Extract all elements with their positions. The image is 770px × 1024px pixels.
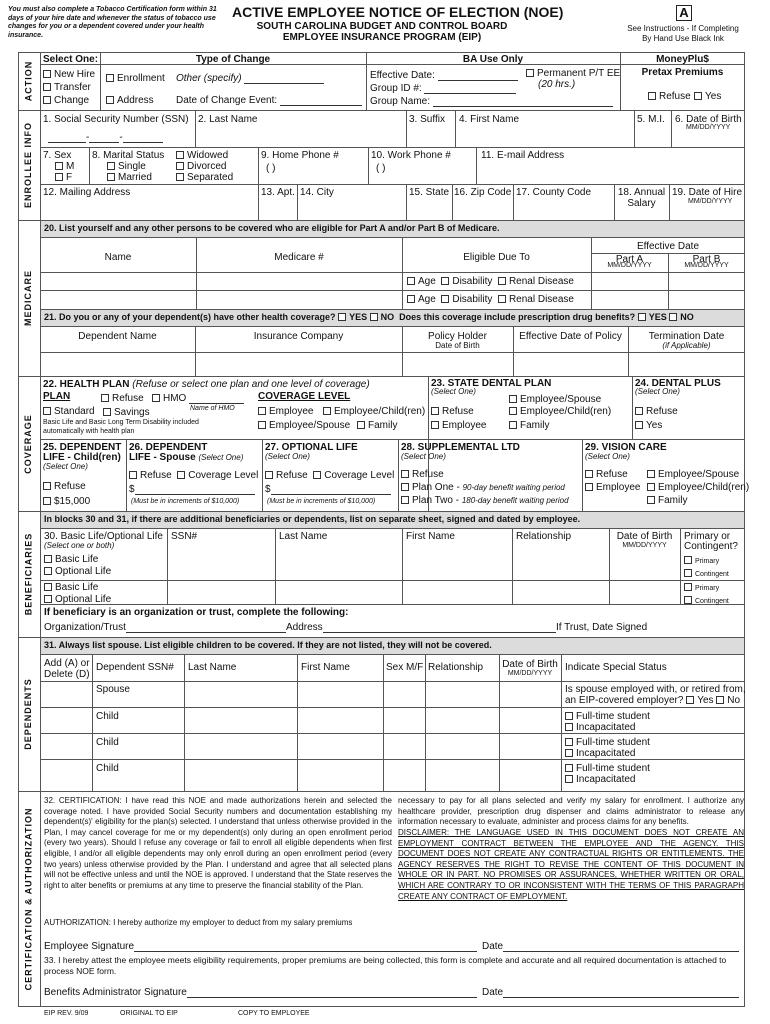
trust-date-signed-field[interactable]: If Trust, Date Signed — [556, 622, 648, 633]
optional-life-options[interactable]: Refuse Coverage Level — [265, 470, 394, 481]
policy-holder-dob: Date of Birth — [435, 341, 480, 350]
child-2-incapacitated-checkbox[interactable]: Incapacitated — [565, 748, 636, 759]
email-label: 11. E-mail Address — [481, 150, 565, 161]
vision-employee-checkbox[interactable]: Employee — [585, 482, 640, 493]
medicare-row-1-options[interactable]: Age Disability Renal Disease — [407, 276, 574, 287]
if-applicable-note: (if Applicable) — [662, 341, 711, 350]
special-status-header: Indicate Special Status — [565, 662, 667, 673]
single-checkbox[interactable]: Single — [107, 161, 146, 172]
organization-trust-field[interactable]: Organization/Trust — [44, 622, 286, 633]
basic-optional-life-label: 30. Basic Life/Optional Life — [44, 531, 163, 542]
work-phone-field[interactable]: ( ) — [376, 163, 386, 174]
dental-refuse-checkbox[interactable]: Refuse — [431, 406, 474, 417]
child-life-select-note: (Select One) — [43, 462, 88, 471]
widowed-checkbox[interactable]: Widowed — [176, 150, 228, 161]
ba-signature-field[interactable]: Benefits Administrator Signature — [44, 987, 477, 998]
health-plan-label: 22. HEALTH PLAN (Refuse or select one plan and one level of coverage) — [43, 379, 370, 390]
dob-format: MM/DD/YYYY — [686, 124, 731, 131]
child-row-1-label: Child — [96, 711, 119, 722]
side-label-beneficiaries: BENEFICIARIES — [23, 532, 34, 616]
spouse-life-amount-field[interactable]: $ — [129, 484, 255, 495]
benef-1-optional-life-checkbox[interactable]: Optional Life — [44, 566, 111, 577]
authorization-continued-text: necessary to pay for all plans selected and verify my salary for enrollment. I authorize any healthcare provider, prescription drug dispenser and claims administrator to release any information necessary to evaluate, administer and process claims for any benefits. — [398, 796, 744, 827]
form-subtitle-2: EMPLOYEE INSURANCE PROGRAM (EIP) — [282, 32, 482, 43]
benef-2-optional-life-checkbox[interactable]: Optional Life — [44, 594, 111, 605]
benef-dob-format: MM/DD/YYYY — [622, 542, 667, 549]
child-2-student-checkbox[interactable]: Full-time student — [565, 737, 650, 748]
ltd-select-note: (Select One) — [401, 452, 446, 461]
instructions-2: By Hand Use Black Ink — [642, 34, 724, 43]
medicare-question-21[interactable]: 21. Do you or any of your dependent(s) have other health coverage? YES NO Does this coverage include prescription drug benefits? YES NO — [44, 312, 694, 322]
form-subtitle-1: SOUTH CAROLINA BUDGET AND CONTROL BOARD — [256, 21, 508, 32]
spouse-life-options[interactable]: Refuse Coverage Level — [129, 470, 258, 481]
pretax-yes-checkbox[interactable]: Yes — [694, 91, 721, 102]
dental-employee-children-checkbox[interactable]: Employee/Child(ren) — [509, 406, 611, 417]
benef-relationship-header: Relationship — [516, 531, 572, 542]
child-row-3-label: Child — [96, 763, 119, 774]
dob-label: 6. Date of Birth — [675, 114, 742, 125]
ltd-plan-two-checkbox[interactable]: Plan Two - 180-day benefit waiting period — [401, 495, 569, 506]
dependent-last-name-header: Last Name — [188, 662, 237, 673]
marital-status-label: 8. Marital Status — [92, 150, 165, 161]
health-employee-spouse-checkbox[interactable]: Employee/Spouse — [258, 420, 350, 431]
dependent-life-spouse-label-1: 26. DEPENDENT — [129, 442, 208, 453]
benef-2-contingent-checkbox[interactable]: Contingent — [684, 596, 729, 606]
optional-life-label: 27. OPTIONAL LIFE — [265, 442, 358, 453]
child-3-incapacitated-checkbox[interactable]: Incapacitated — [565, 774, 636, 785]
type-of-change-label: Type of Change — [195, 54, 271, 65]
footer-revision: EIP REV. 9/09 — [44, 1010, 89, 1017]
vision-family-checkbox[interactable]: Family — [647, 495, 687, 506]
sex-f-checkbox[interactable]: F — [55, 172, 72, 183]
tobacco-note: You must also complete a Tobacco Certification form within 31 days of your hire date and whenever the status of tobacco use changes for you or a dependent covered under your health insurance. — [8, 6, 217, 39]
side-label-coverage: COVERAGE — [23, 413, 34, 474]
health-employee-children-checkbox[interactable]: Employee/Child(ren) — [323, 406, 425, 417]
married-checkbox[interactable]: Married — [107, 172, 152, 183]
state-dental-select-note: (Select One) — [431, 387, 476, 396]
plan-label: PLAN — [43, 391, 71, 402]
supplemental-ltd-label: 28. SUPPLEMENTAL LTD — [401, 442, 520, 453]
city-label: 14. City — [300, 187, 334, 198]
medicare-number-header: Medicare # — [274, 252, 324, 263]
vision-employee-children-checkbox[interactable]: Employee/Child(ren) — [647, 482, 749, 493]
pretax-refuse-checkbox[interactable]: Refuse — [648, 91, 691, 102]
contingent-header: Contingent? — [684, 541, 738, 552]
group-name-field[interactable]: Group Name: — [370, 96, 613, 107]
spouse-life-increment-note: (Must be in increments of $10,000) — [131, 498, 240, 505]
delete-header: Delete (D) — [44, 669, 90, 680]
certification-text: 32. CERTIFICATION: I have read this NOE and made authorizations herein and selected the coverage noted. I have provided Social Security numbers and documentation establishing my dependent(s)' eligibility for the plan(s) selected. I understand that unless otherwise provided in the Plan, I may cancel coverage for me or my dependent(s) only during an open enrollment period (every two years). Should I refuse any coverage or fail to enroll all eligible dependents when first eligible, I and/or all eligible dependents may only enroll during an open enrollment period (every two years) unless otherwise provided by the Plan. I understand and agree that all selected plans will not be effective unless and until the NOE is approved. I understand that the State reserves the right to alter benefits or premiums at any time to preserve the financial stability of the Plan. — [44, 796, 392, 890]
last-name-label: 2. Last Name — [198, 114, 258, 125]
side-label-enrollee-info: ENROLLEE INFO — [23, 121, 34, 208]
basic-life-note-1: Basic Life and Basic Long Term Disability included — [43, 419, 199, 426]
instructions-1: See Instructions - If Completing — [627, 24, 739, 33]
county-code-label: 17. County Code — [516, 187, 592, 198]
savings-checkbox[interactable]: Savings — [103, 407, 150, 418]
sex-m-checkbox[interactable]: M — [55, 161, 74, 172]
form-letter-box: A — [676, 5, 692, 21]
child-row-2-label: Child — [96, 737, 119, 748]
optional-life-increment-note: (Must be in increments of $10,000) — [267, 498, 376, 505]
enrollment-checkbox[interactable]: Enrollment — [106, 73, 165, 84]
dental-plus-refuse-checkbox[interactable]: Refuse — [635, 406, 678, 417]
dental-family-checkbox[interactable]: Family — [509, 420, 549, 431]
dependent-first-name-header: First Name — [301, 662, 350, 673]
moneyplus-label: MoneyPlu$ — [656, 54, 709, 65]
termination-date-header: Termination Date — [648, 331, 725, 342]
child-life-refuse-checkbox[interactable]: Refuse — [43, 481, 86, 492]
date-of-hire-label: 19. Date of Hire — [672, 187, 743, 198]
state-dental-label: 23. STATE DENTAL PLAN — [431, 378, 552, 389]
side-label-action: ACTION — [23, 60, 34, 102]
mailing-address-label: 12. Mailing Address — [43, 187, 131, 198]
medicare-question-20: 20. List yourself and any other persons to be covered who are eligible for Part A and/or Part B of Medicare. — [44, 223, 500, 233]
state-label: 15. State — [409, 187, 450, 198]
optional-life-amount-field[interactable]: $ — [265, 484, 391, 495]
benef-2-primary-checkbox[interactable]: Primary — [684, 583, 719, 593]
home-phone-label: 9. Home Phone # — [261, 150, 339, 161]
change-checkbox[interactable]: Change — [43, 95, 89, 106]
benef-1-primary-checkbox[interactable]: Primary — [684, 556, 719, 566]
form-title: ACTIVE EMPLOYEE NOTICE OF ELECTION (NOE) — [232, 4, 564, 20]
ltd-refuse-checkbox[interactable]: Refuse — [401, 469, 444, 480]
effective-date-policy-header: Effective Date of Policy — [519, 331, 622, 342]
select-one-label: Select One: — [43, 54, 99, 65]
dependent-sex-header: Sex M/F — [386, 662, 424, 673]
transfer-checkbox[interactable]: Transfer — [43, 82, 91, 93]
vision-refuse-checkbox[interactable]: Refuse — [585, 469, 628, 480]
dependent-life-child-label-2: LIFE - Child(ren) — [43, 452, 121, 463]
policy-holder-header: Policy Holder — [428, 331, 487, 342]
employee-signature-date-field[interactable]: Date — [482, 941, 739, 952]
dental-plus-select-note: (Select One) — [635, 387, 680, 396]
health-employee-checkbox[interactable]: Employee — [258, 406, 313, 417]
benef-2-basic-life-checkbox[interactable]: Basic Life — [44, 582, 98, 593]
date-of-change-field[interactable]: Date of Change Event: — [176, 95, 362, 106]
authorization-text: AUTHORIZATION: I hereby authorize my employer to deduct from my salary premiums — [44, 918, 353, 927]
separated-checkbox[interactable]: Separated — [176, 172, 233, 183]
dependent-dob-format: MM/DD/YYYY — [507, 670, 553, 677]
footer-copy: COPY TO EMPLOYEE — [238, 1010, 310, 1017]
new-hire-checkbox[interactable]: New Hire — [43, 69, 95, 80]
standard-checkbox[interactable]: Standard — [43, 406, 95, 417]
hours-note: (20 hrs.) — [538, 79, 576, 90]
side-label-medicare: MEDICARE — [23, 269, 34, 326]
eligible-due-to-header: Eligible Due To — [463, 252, 530, 263]
other-specify-field[interactable]: Other (specify) — [176, 73, 324, 84]
benef-1-contingent-checkbox[interactable]: Contingent — [684, 569, 729, 579]
dental-plus-label: 24. DENTAL PLUS — [635, 378, 721, 389]
apt-label: 13. Apt. — [261, 187, 295, 198]
address-checkbox[interactable]: Address — [106, 95, 154, 106]
effective-date-header: Effective Date — [636, 241, 700, 252]
child-3-student-checkbox[interactable]: Full-time student — [565, 763, 650, 774]
suffix-label: 3. Suffix — [409, 114, 445, 125]
benef-ssn-header: SSN# — [171, 531, 198, 542]
ba-signature-date-field[interactable]: Date — [482, 987, 739, 998]
permanent-pt-checkbox[interactable]: Permanent P/T EE — [526, 68, 620, 79]
name-of-hmo-note: Name of HMO — [190, 405, 235, 412]
first-name-label: 4. First Name — [459, 114, 520, 125]
dependent-ssn-header: Dependent SSN# — [96, 662, 174, 673]
dependent-relationship-header: Relationship — [428, 662, 484, 673]
select-one-or-both-note: (Select one or both) — [44, 541, 115, 550]
benef-dob-header: Date of Birth — [616, 531, 673, 542]
disclaimer-text: DISCLAIMER: THE LANGUAGE USED IN THIS DOCUMENT DOES NOT CREATE AN EMPLOYMENT CONTRACT BETWEEN THE EMPLOYEE AND THE AGENCY. THIS DOCUMENT DOES NOT CREATE ANY CONTRACTUAL RIGHTS OR ENTITLEMENTS. THE AGENCY RESERVES THE RIGHT TO REVISE THE CONTENT OF THIS DOCUMENT IN WHOLE OR IN PART. NO PROMISES OR ASSURANCES, WHETHER WRITTEN OR ORAL, WHICH ARE CONTRARY TO OR INCONSISTENT WITH THE TERMS OF THIS PARAGRAPH CREATE ANY CONTRACT OF EMPLOYMENT. — [398, 828, 744, 901]
employee-signature-field[interactable]: Employee Signature — [44, 941, 477, 952]
group-id-field[interactable]: Group ID #: — [370, 83, 516, 94]
dependent-dob-header: Date of Birth — [502, 659, 558, 670]
benef-last-name-header: Last Name — [279, 531, 328, 542]
health-family-checkbox[interactable]: Family — [357, 420, 397, 431]
ssn-field[interactable]: - - — [48, 132, 163, 143]
part-a-format: MM/DD/YYYY — [607, 262, 652, 269]
zip-code-label: 16. Zip Code — [454, 187, 512, 198]
dependent-life-child-label-1: 25. DEPENDENT — [43, 442, 122, 453]
dental-plus-yes-checkbox[interactable]: Yes — [635, 420, 662, 431]
hmo-checkbox[interactable]: HMO — [152, 393, 244, 404]
sex-label: 7. Sex — [43, 150, 72, 161]
org-trust-note: If beneficiary is an organization or trust, complete the following: — [44, 607, 349, 618]
part-b-format: MM/DD/YYYY — [684, 262, 729, 269]
annual-salary-label: 18. Annual Salary — [617, 187, 666, 209]
medicare-row-2-options[interactable]: Age Disability Renal Disease — [407, 294, 574, 305]
part-a-header: Part A — [615, 254, 644, 265]
add-or-header: Add (A) or — [44, 658, 90, 669]
effective-date-field[interactable]: Effective Date: — [370, 70, 518, 81]
benef-first-name-header: First Name — [406, 531, 455, 542]
home-phone-field[interactable]: ( ) — [266, 163, 276, 174]
dental-employee-checkbox[interactable]: Employee — [431, 420, 486, 431]
child-life-15000-checkbox[interactable]: $15,000 — [43, 496, 90, 507]
optional-life-select-note: (Select One) — [265, 452, 310, 461]
divorced-checkbox[interactable]: Divorced — [176, 161, 226, 172]
health-refuse-checkbox[interactable]: Refuse — [101, 393, 144, 404]
date-of-hire-format: MM/DD/YYYY — [688, 198, 733, 205]
dependent-name-header: Dependent Name — [78, 331, 157, 342]
pretax-premiums-label: Pretax Premiums — [641, 67, 724, 78]
side-label-dependents: DEPENDENTS — [23, 678, 34, 750]
spouse-row-label: Spouse — [96, 684, 130, 695]
org-address-field[interactable]: Address — [286, 622, 556, 633]
medicare-name-header: Name — [104, 252, 132, 263]
part-b-header: Part B — [692, 254, 721, 265]
spouse-eip-employer-question[interactable]: an EIP-covered employer? Yes No — [565, 695, 741, 706]
child-1-student-checkbox[interactable]: Full-time student — [565, 711, 650, 722]
ba-attestation-text: 33. I hereby attest the employee meets eligibility requirements, proper premiums are being collected, this form is complete and accurate and all required documentation is attached to process NOE form. — [44, 955, 727, 976]
side-label-certification: CERTIFICATION & AUTHORIZATION — [23, 807, 34, 991]
vision-care-label: 29. VISION CARE — [585, 442, 667, 453]
vision-employee-spouse-checkbox[interactable]: Employee/Spouse — [647, 469, 739, 480]
spouse-employed-question: Is spouse employed with, or retired from, — [565, 684, 746, 695]
vision-select-note: (Select One) — [585, 452, 630, 461]
insurance-company-header: Insurance Company — [253, 331, 344, 342]
dental-employee-spouse-checkbox[interactable]: Employee/Spouse — [509, 394, 601, 405]
benef-1-basic-life-checkbox[interactable]: Basic Life — [44, 554, 98, 565]
beneficiaries-intro: In blocks 30 and 31, if there are additional beneficiaries or dependents, list on separate sheet, signed and dated by employee. — [44, 514, 581, 524]
primary-or-header: Primary or — [684, 531, 731, 542]
dependents-question-31: 31. Always list spouse. List eligible children to be covered. If they are not listed, they will not be covered. — [44, 640, 492, 650]
mi-label: 5. M.I. — [637, 114, 665, 125]
ssn-label: 1. Social Security Number (SSN) — [43, 114, 189, 125]
child-1-incapacitated-checkbox[interactable]: Incapacitated — [565, 722, 636, 733]
basic-life-note-2: automatically with health plan — [43, 428, 135, 435]
coverage-level-label: COVERAGE LEVEL — [258, 391, 351, 402]
ba-use-only-label: BA Use Only — [462, 54, 524, 65]
ltd-plan-one-checkbox[interactable]: Plan One - 90-day benefit waiting period — [401, 482, 565, 493]
footer-original: ORIGINAL TO EIP — [120, 1010, 178, 1017]
work-phone-label: 10. Work Phone # — [371, 150, 451, 161]
